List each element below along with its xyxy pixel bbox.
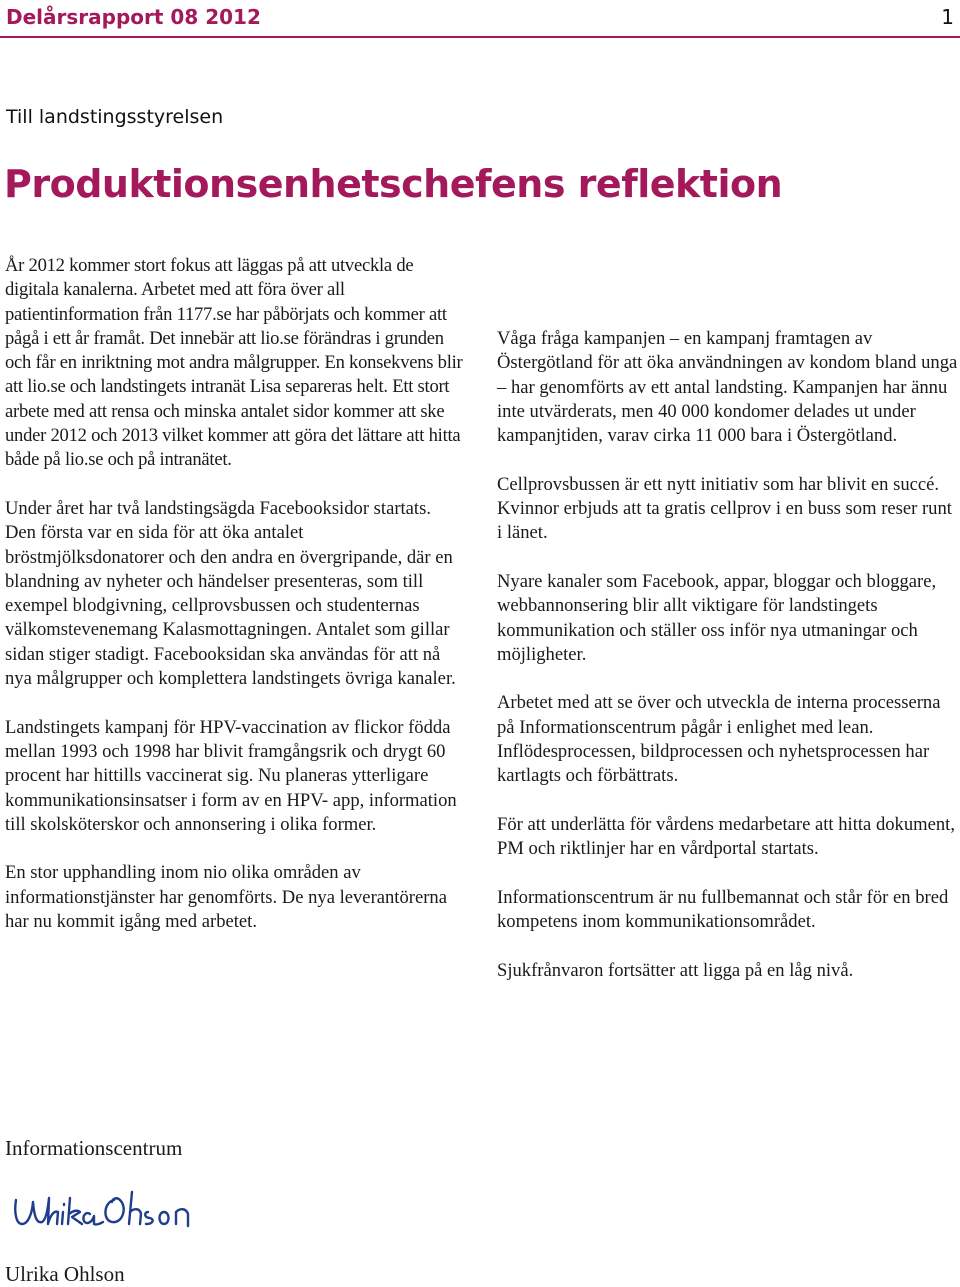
paragraph-procurement: En stor upphandling inom nio olika områden av informationstjänster har genomförts. De nya leverantörerna har nu kommit igång med arbetet. (5, 862, 447, 933)
paragraph-cell-test-bus: Cellprovsbussen är ett nytt initiativ som har blivit en succé. Kvinnor erbjuds att ta gratis cellprov i en buss som reser runt i länet. (497, 473, 952, 544)
paragraph-condom-campaign: Våga fråga kampanjen – en kampanj framtagen av Östergötland för att öka användningen av kondom bland unga – har genomförts av ett antal landsting. Kampanjen har ännu inte utvärderats, men 40 000 kondomer delades ut under kampanjtiden, varav cirka 11 000 bara i Östergötland. (497, 328, 958, 447)
digital-channels-text: År 2012 kommer stort fokus att läggas på att utveckla de digitala kanalerna. Arbetet med att föra över all patientinformation från 1177.se har påbörjats och kommer att pågå i ett år framåt. Det innebär att lio.se förändras i grunden och får en inriktning mot andra målgrupper. (5, 255, 447, 374)
paragraph-sick-leave: Sjukfrånvaron fortsätter att ligga på en låg nivå. (497, 959, 854, 981)
paragraph-facebook: Under året har två landstingsägda Facebooksidor startats. Den första var en sida för att öka antalet bröstmjölksdonatorer och den andra en övergripande, där en blandning av nyheter och händelser presenteras, som till exempel blodgivning, cellprovsbussen och studenternas välkomstevenemang Kalasmottagningen. Antalet som gillar sidan stiger stadigt. Facebooksidan ska användas för att nå nya målgrupper och komplettera landstingets övriga kanaler. (5, 497, 456, 690)
signer-name: Ulrika Ohlson (5, 1262, 125, 1286)
report-title: Delårsrapport 08 2012 (6, 5, 261, 29)
recipient-line: Till landstingsstyrelsen (6, 106, 224, 128)
page-header (0, 0, 960, 40)
paragraph-lean-processes: Arbetet med att se över och utveckla de interna processerna på Informationscentrum pågår i enlighet med lean. Inflödesprocessen, bildprocessen och nyhetsprocessen har kartlagts och förbättrats. (497, 692, 941, 787)
paragraph-care-portal: För att underlätta för vårdens medarbetare att hitta dokument, PM och riktlinjer har en vårdportal startats. (497, 813, 955, 860)
left-column (5, 254, 465, 959)
right-column (497, 327, 959, 1007)
paragraph-new-channels: Nyare kanaler som Facebook, appar, bloggar och bloggare, webbannonsering blir allt viktigare för landstingets kommunikation och ställer oss inför nya utmaningar och möjligheter. (497, 570, 937, 665)
department-name: Informationscentrum (5, 1136, 183, 1160)
page-number: 1 (941, 5, 954, 29)
intranet-text: En konsekvens blir att lio.se och landstingets intranät Lisa separeras helt. Ett stort arbete med att rensa och minska antalet sidor kommer att ske under 2012 och 2013 vilket kommer att göra det lättare att hitta både på lio.se och på intranätet. (5, 352, 463, 471)
page-title: Produktionsenhetschefens reflektion (4, 162, 783, 206)
handwritten-signature (8, 1184, 198, 1240)
paragraph-hpv-campaign: Landstingets kampanj för HPV-vaccination av flickor födda mellan 1993 och 1998 har blivit framgångsrik och drygt 60 procent har hittills vaccinerat sig. Nu planeras ytterligare kommunikationsinsatser i form av en HPV- app, information till skolsköterskor och annonsering i olika former. (5, 716, 457, 835)
paragraph-digital-channels (5, 254, 465, 473)
paragraph-staffing: Informationscentrum är nu fullbemannat och står för en bred kompetens inom kommunikationsområdet. (497, 886, 949, 933)
header-divider (0, 36, 960, 38)
